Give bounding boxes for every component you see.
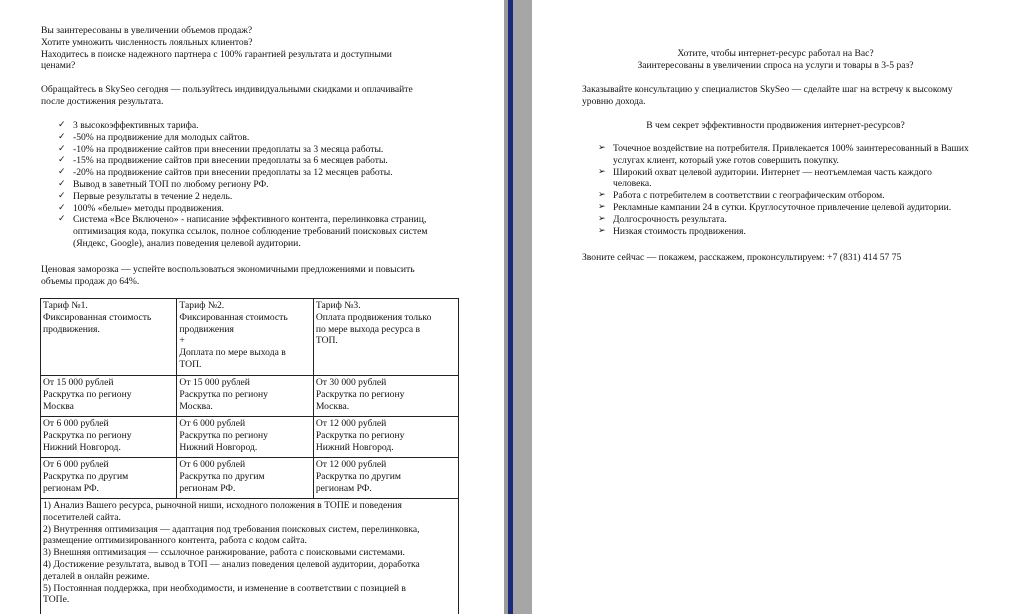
work-steps-cell: 1) Анализ Вашего ресурса, рыночной ниши, исходного положения в ТОПЕ и поведения посетителей сайта. 2) Внутренняя оптимизация — адаптация под требования поисковых систем, перелинковка, размещение оптимизированного контента, работа с кодом сайта. 3) Внешняя оптимизация — ссылочное ранжирование, работа с поисковыми системами. 4) Достижение результата, вывод в ТОП — анализ поведения целевой аудитории, доработка деталей в онлайн режиме. 5) Постоянная поддержка, при необходимости, и изменение в соответствии с позицией в ТОПе.	[41, 499, 459, 614]
table-cell: От 6 000 рублей Раскрутка по региону Нижний Новгород.	[41, 417, 177, 458]
list-item: ✓ -10% на продвижение сайтов при внесении предоплаты за 3 месяца работы.	[58, 144, 427, 156]
table-row	[41, 417, 459, 458]
table-cell: От 6 000 рублей Раскрутка по региону Нижний Новгород.	[177, 417, 313, 458]
list-item: ✓ -50% на продвижение для молодых сайтов.	[58, 132, 427, 144]
list-item: ➢ Работа с потребителем в соответствии с географическим отбором.	[598, 190, 969, 202]
right-heading: Хотите, чтобы интернет-ресурс работал на Вас? Заинтересованы в увеличении спроса на услуги и товары в 3-5 раз?	[637, 48, 914, 71]
table-cell: От 12 000 рублей Раскрутка по другим регионам РФ.	[313, 458, 458, 499]
list-item: ✓ Система «Все Включено» - написание эффективного контента, перелинковка страниц, оптимизация кода, покупка ссылок, полное соблюдение требований поисковых систем (Яндекс, Google), анализ поведения целевой аудитории.	[58, 214, 427, 249]
list-item: ✓ 3 высокоэффективных тарифа.	[58, 120, 427, 132]
table-header-row	[41, 299, 459, 376]
tariff-table	[40, 298, 459, 614]
secrets-list	[598, 143, 969, 237]
secret-heading: В чем секрет эффективности продвижения интернет-ресурсов?	[646, 120, 905, 131]
list-item: ✓ -15% на продвижение сайтов при внесении предоплаты за 6 месяцев работы.	[58, 155, 427, 167]
list-item: ➢ Широкий охват целевой аудитории. Интернет — неотъемлемая часть каждого человека.	[598, 167, 969, 191]
offer-paragraph: Обращайтесь в SkySeo сегодня — пользуйтесь индивидуальными скидками и оплачивайте после достижения результата.	[41, 84, 413, 107]
table-cell: От 15 000 рублей Раскрутка по региону Москва.	[177, 376, 313, 417]
document-page-left	[0, 0, 504, 614]
list-item: ✓ Первые результаты в течение 2 недель.	[58, 191, 427, 203]
list-item: ➢ Долгосрочность результата.	[598, 214, 969, 226]
list-item: ✓ -20% на продвижение сайтов при внесении предоплаты за 12 месяцев работы.	[58, 167, 427, 179]
list-item: ➢ Точечное воздействие на потребителя. Привлекается 100% заинтересованный в Ваших услугах клиент, который уже готов совершить покупку.	[598, 143, 969, 167]
table-row	[41, 499, 459, 614]
table-header-cell: Тариф №1. Фиксированная стоимость продвижения.	[41, 299, 177, 376]
table-cell: От 12 000 рублей Раскрутка по региону Нижний Новгород.	[313, 417, 458, 458]
list-item: ✓ Вывод в заветный ТОП по любому региону РФ.	[58, 179, 427, 191]
table-cell: От 6 000 рублей Раскрутка по другим регионам РФ.	[41, 458, 177, 499]
table-cell: От 6 000 рублей Раскрутка по другим регионам РФ.	[177, 458, 313, 499]
table-cell: От 30 000 рублей Раскрутка по региону Москва.	[313, 376, 458, 417]
consult-paragraph: Заказывайте консультацию у специалистов SkySeo — сделайте шаг на встречу к высокому уровню дохода.	[582, 84, 953, 107]
table-row	[41, 458, 459, 499]
call-to-action: Звоните сейчас — покажем, расскажем, проконсультируем: +7 (831) 414 57 75	[582, 252, 902, 263]
price-freeze-paragraph: Ценовая заморозка — успейте воспользоваться экономичными предложениями и повысить объемы продаж до 64%.	[41, 264, 415, 287]
table-cell: От 15 000 рублей Раскрутка по региону Москва	[41, 376, 177, 417]
table-header-cell: Тариф №3. Оплата продвижения только по мере выхода ресурса в ТОП.	[313, 299, 458, 376]
page-gutter-shade	[513, 0, 532, 614]
list-item: ➢ Низкая стоимость продвижения.	[598, 226, 969, 238]
benefits-list	[58, 120, 427, 250]
table-row	[41, 376, 459, 417]
intro-paragraph: Вы заинтересованы в увеличении объемов продаж? Хотите умножить численность лояльных клиентов? Находитесь в поиске надежного партнера с 100% гарантией результата и доступными ценами?	[41, 25, 392, 72]
table-header-cell: Тариф №2. Фиксированная стоимость продвижения + Доплата по мере выхода в ТОП.	[177, 299, 313, 376]
list-item: ➢ Рекламные кампании 24 в сутки. Круглосуточное привлечение целевой аудитории.	[598, 202, 969, 214]
page-gutter	[504, 0, 532, 614]
document-page-right	[532, 0, 1019, 614]
list-item: ✓ 100% «белые» методы продвижения.	[58, 203, 427, 215]
